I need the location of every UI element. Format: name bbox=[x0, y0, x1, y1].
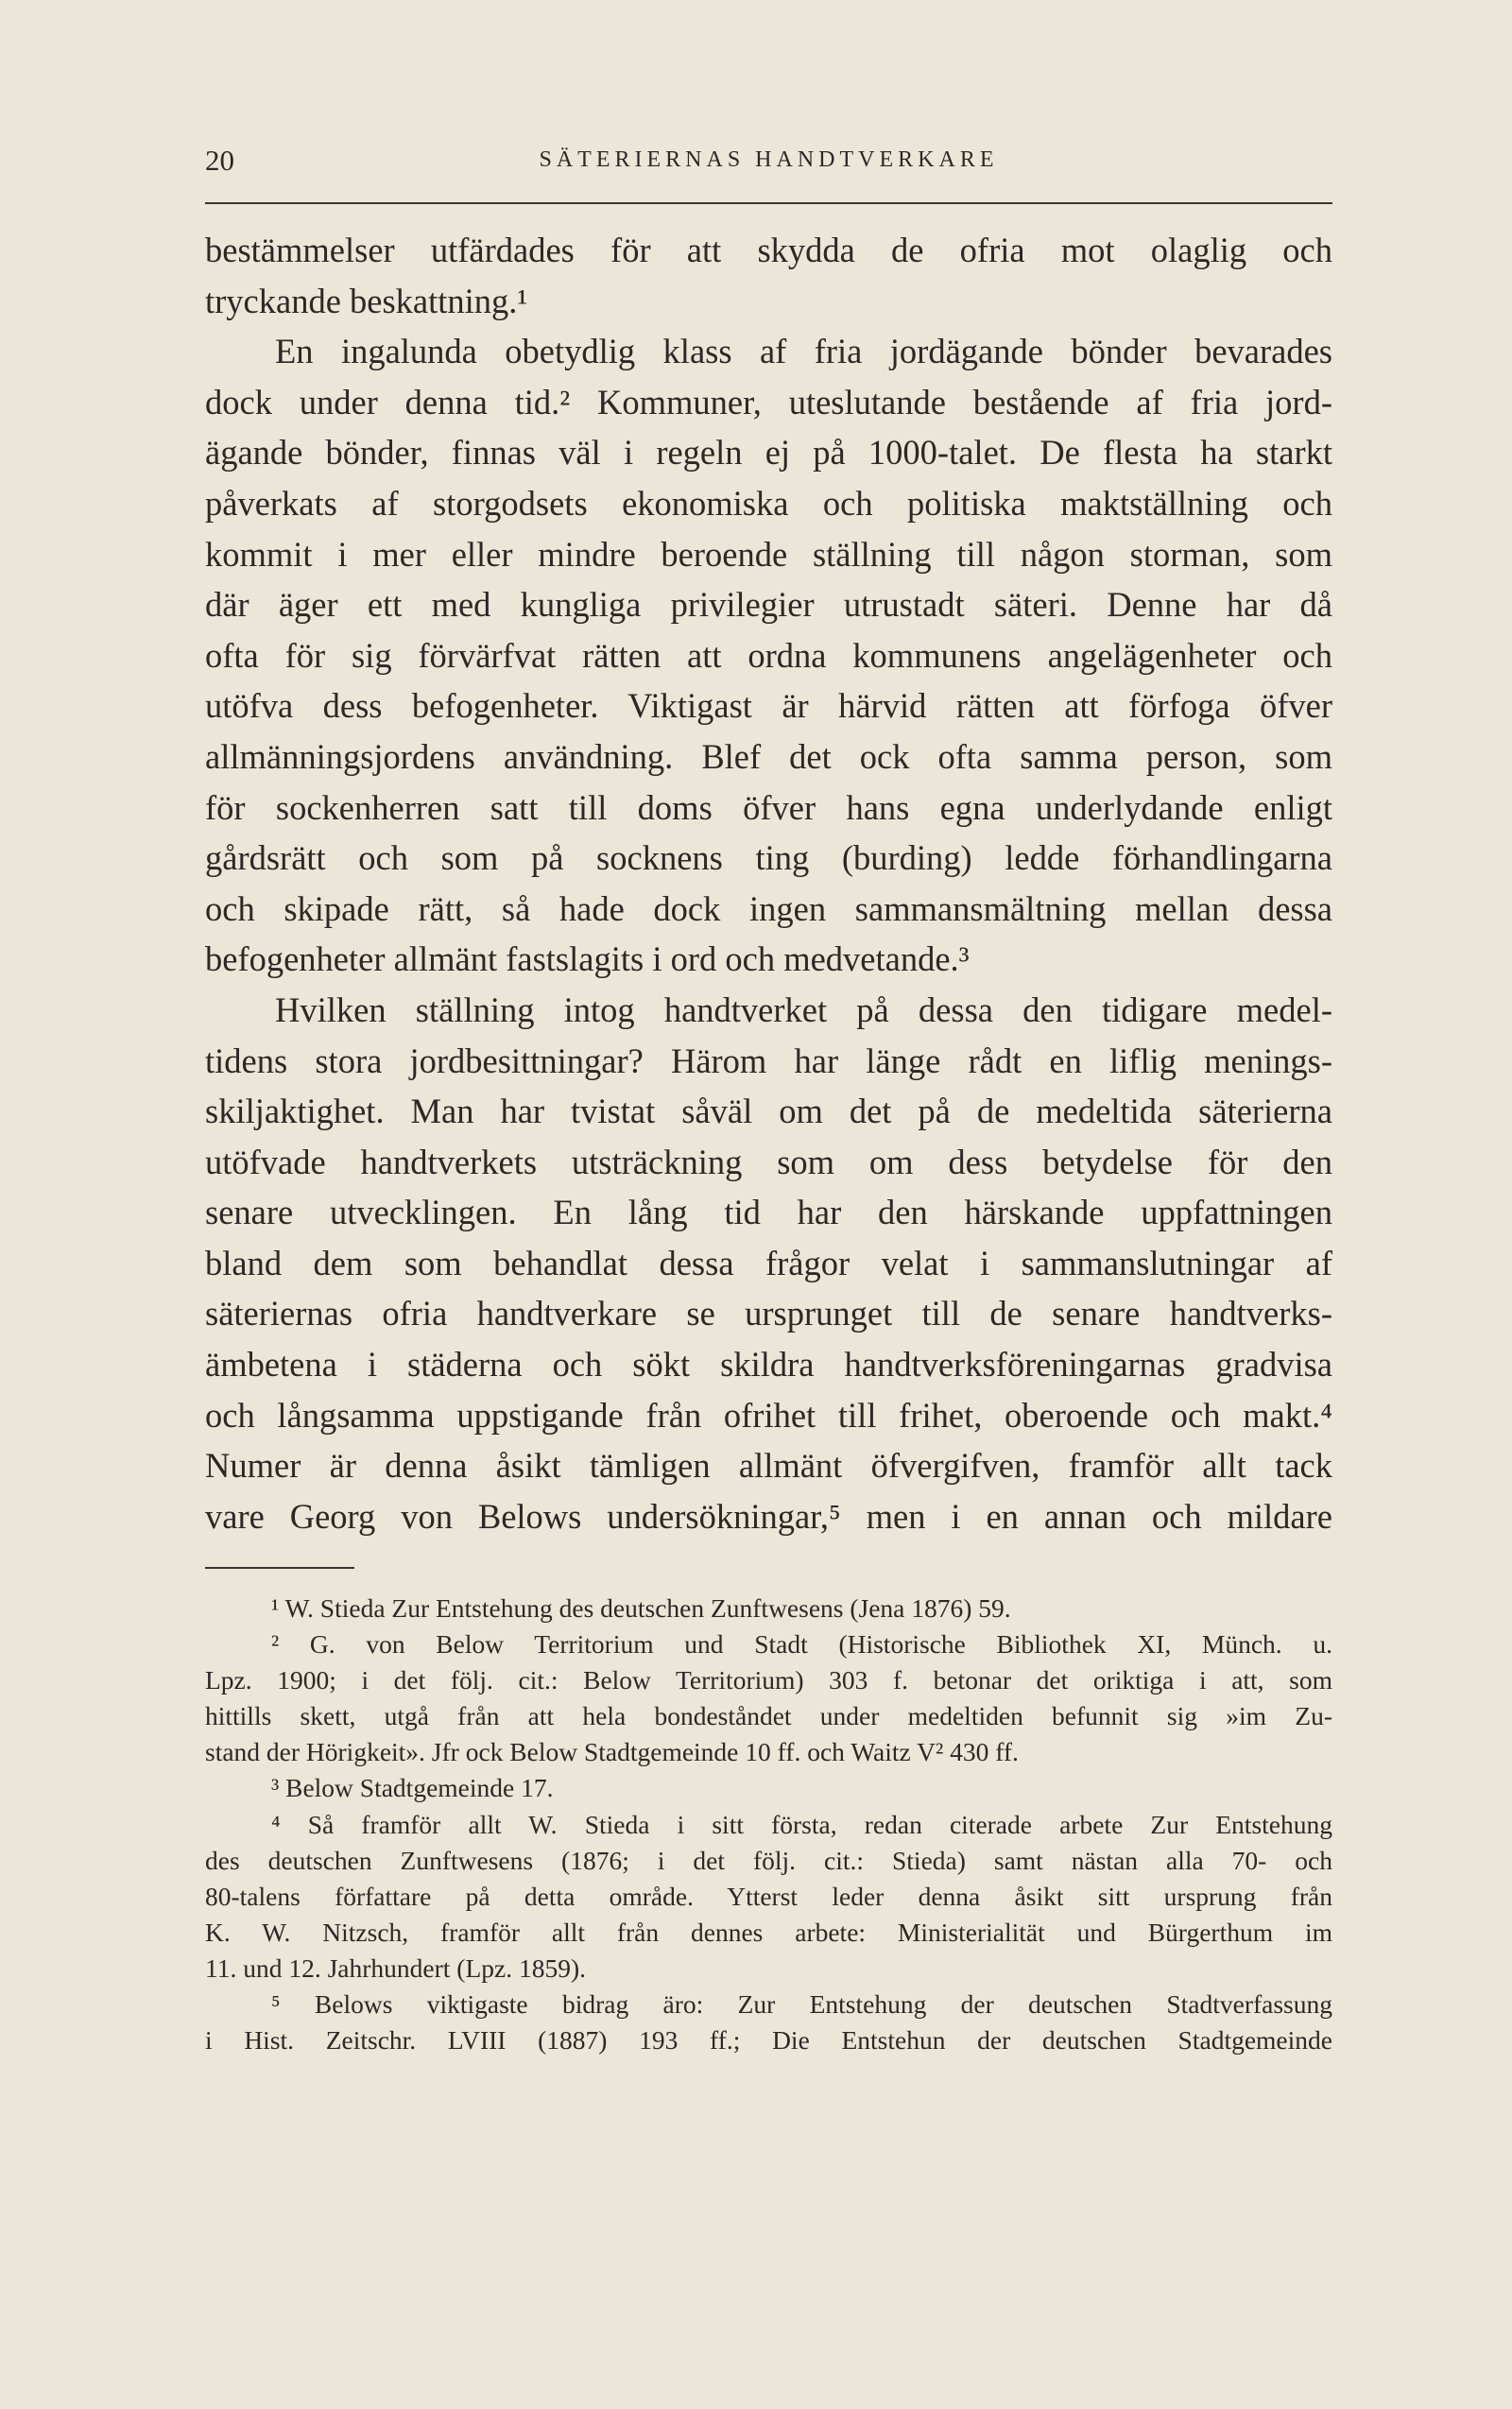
body-line: påverkats af storgodsets ekonomiska och politiska maktställning och bbox=[205, 483, 1332, 523]
body-line: dock under denna tid.² Kommuner, uteslutande bestående af fria jord- bbox=[205, 382, 1332, 422]
footnote-line: K. W. Nitzsch, framför allt från dennes arbete: Ministerialität und Bürgerthum im bbox=[205, 1917, 1332, 1947]
footnote-line: 80-talens författare på detta område. Ytterst leder denna åsikt sitt ursprung från bbox=[205, 1881, 1332, 1911]
footnote-line: ⁴ Så framför allt W. Stieda i sitt första, redan citerade arbete Zur Entstehung bbox=[271, 1809, 1332, 1839]
footnote-line: Lpz. 1900; i det följ. cit.: Below Territorium) 303 f. betonar det oriktiga i att, som bbox=[205, 1665, 1332, 1695]
header-rule bbox=[205, 202, 1332, 204]
body-line: Hvilken ställning intog handtverket på dessa den tidigare medel- bbox=[275, 989, 1332, 1029]
body-line: och långsamma uppstigande från ofrihet till frihet, oberoende och makt.⁴ bbox=[205, 1395, 1332, 1435]
body-line: skiljaktighet. Man har tvistat såväl om det på de medeltida säterierna bbox=[205, 1092, 1332, 1131]
body-line: utöfva dess befogenheter. Viktigast är härvid rätten att förfoga öfver bbox=[205, 686, 1332, 726]
page-header bbox=[205, 144, 1332, 185]
body-line: ofta för sig förvärfvat rätten att ordna kommunens angelägenheter och bbox=[205, 635, 1332, 675]
body-line: bland dem som behandlat dessa frågor velat i sammanslutningar af bbox=[205, 1243, 1332, 1282]
body-line: kommit i mer eller mindre beroende ställning till någon storman, som bbox=[205, 534, 1332, 574]
body-line: där äger ett med kungliga privilegier utrustadt säteri. Denne har då bbox=[205, 585, 1332, 625]
body-line: En ingalunda obetydlig klass af fria jordägande bönder bevarades bbox=[275, 332, 1332, 371]
footnote-line: ⁵ Belows viktigaste bidrag äro: Zur Entstehung der deutschen Stadtverfassung bbox=[271, 1989, 1332, 2020]
body-line: bestämmelser utfärdades för att skydda de ofria mot olaglig och bbox=[205, 231, 1332, 269]
body-line: ämbetena i städerna och sökt skildra handtverksföreningarnas gradvisa bbox=[205, 1345, 1332, 1385]
footnote-line: stand der Hörigkeit». Jfr ock Below Stadtgemeinde 10 ff. och Waitz V² 430 ff. bbox=[205, 1737, 1019, 1767]
body-line: Numer är denna åsikt tämligen allmänt öfvergifven, framför allt tack bbox=[205, 1446, 1332, 1486]
body-line: för sockenherren satt till doms öfver hans egna underlydande enligt bbox=[205, 787, 1332, 827]
footnote-line: 11. und 12. Jahrhundert (Lpz. 1859). bbox=[205, 1953, 586, 1983]
footnote-line: ³ Below Stadtgemeinde 17. bbox=[271, 1773, 554, 1803]
body-line: tryckande beskattning.¹ bbox=[205, 281, 528, 320]
body-line: befogenheter allmänt fastslagits i ord och medvetande.³ bbox=[205, 939, 970, 979]
page-number: 20 bbox=[205, 144, 234, 177]
running-head: SÄTERIERNAS HANDTVERKARE bbox=[539, 147, 999, 172]
body-text bbox=[205, 225, 1332, 1541]
body-line: utöfvade handtverkets utsträckning som om dess betydelse för den bbox=[205, 1142, 1332, 1181]
footnote-line: des deutschen Zunftwesens (1876; i det följ. cit.: Stieda) samt nästan alla 70- och bbox=[205, 1845, 1332, 1875]
footnote-line: ¹ W. Stieda Zur Entstehung des deutschen Zunftwesens (Jena 1876) 59. bbox=[271, 1593, 1011, 1623]
body-line: vare Georg von Belows undersökningar,⁵ men i en annan och mildare bbox=[205, 1496, 1332, 1536]
body-line: säteriernas ofria handtverkare se ursprunget till de senare handtverks- bbox=[205, 1294, 1332, 1334]
body-line: och skipade rätt, så hade dock ingen sammansmältning mellan dessa bbox=[205, 888, 1332, 928]
footnotes bbox=[205, 1591, 1332, 2058]
footnote-line: ² G. von Below Territorium und Stadt (Historische Bibliothek XI, Münch. u. bbox=[271, 1629, 1332, 1660]
body-line: gårdsrätt och som på socknens ting (burding) ledde förhandlingarna bbox=[205, 838, 1332, 878]
body-line: ägande bönder, finnas väl i regeln ej på 1000-talet. De flesta ha starkt bbox=[205, 433, 1332, 473]
footnote-rule bbox=[205, 1567, 354, 1569]
footnote-line: i Hist. Zeitschr. LVIII (1887) 193 ff.; Die Entstehun der deutschen Stadtgemeinde bbox=[205, 2025, 1332, 2056]
body-line: tidens stora jordbesittningar? Härom har länge rådt en liflig menings- bbox=[205, 1041, 1332, 1080]
body-line: allmänningsjordens användning. Blef det ock ofta samma person, som bbox=[205, 736, 1332, 776]
body-line: senare utvecklingen. En lång tid har den härskande uppfattningen bbox=[205, 1193, 1332, 1232]
footnote-line: hittills skett, utgå från att hela bondeståndet under medeltiden befunnit sig »im Zu- bbox=[205, 1701, 1332, 1731]
